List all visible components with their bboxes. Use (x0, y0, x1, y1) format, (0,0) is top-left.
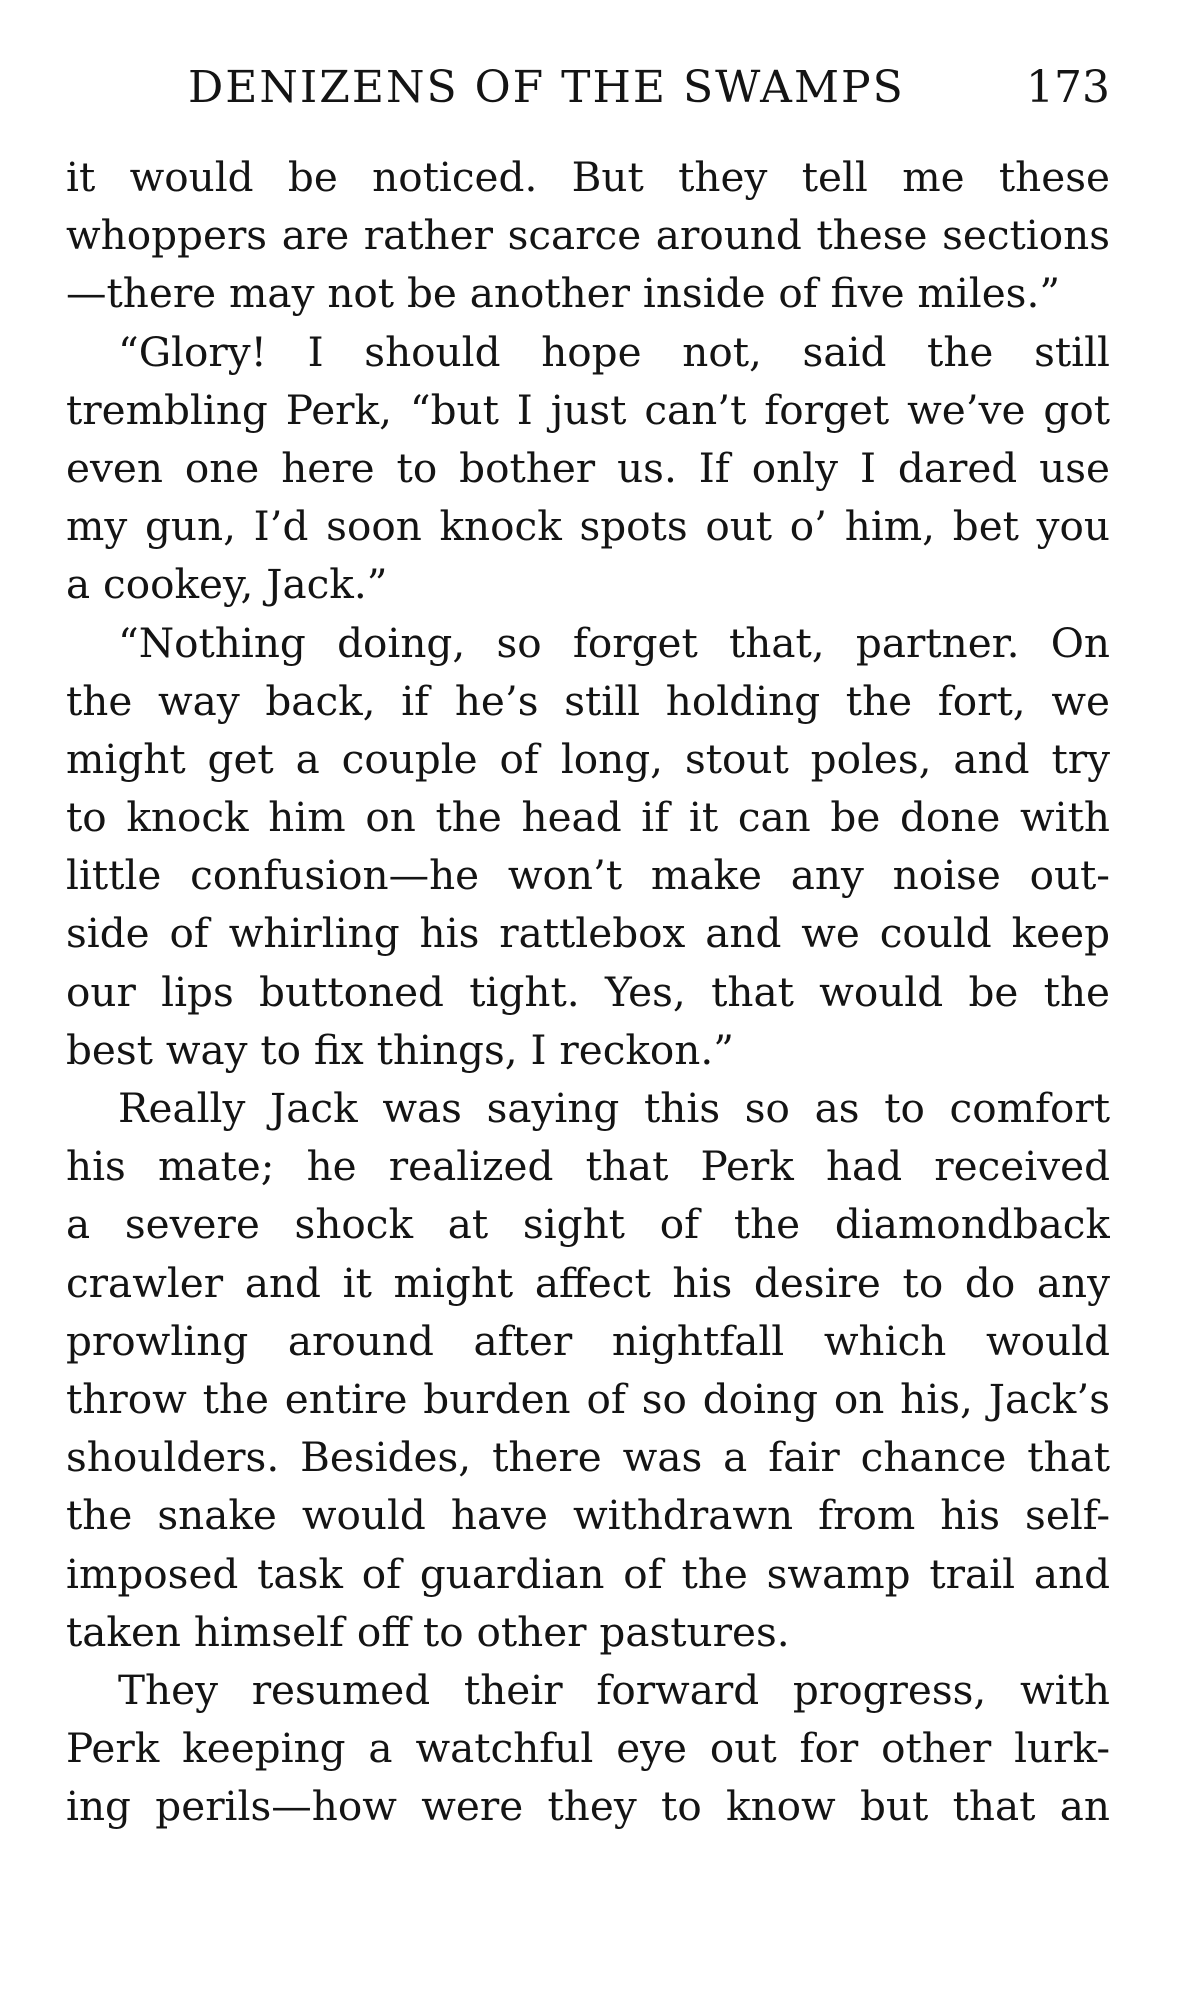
text-line: “Glory! I should hope not, said the still (118, 327, 1110, 376)
text-line: side of whirling his rattlebox and we could keep (66, 909, 1110, 958)
text-line: Perk keeping a watchful eye out for other lurk- (66, 1724, 1110, 1773)
text-line: it would be noticed. But they tell me these (66, 153, 1110, 201)
text-line: a cookey, Jack.” (66, 560, 388, 609)
text-line: trembling Perk, “but I just can’t forget we’ve got (66, 385, 1110, 434)
text-line: “Nothing doing, so forget that, partner. On (118, 618, 1110, 667)
text-line: imposed task of guardian of the swamp trail and (66, 1549, 1110, 1598)
text-line: little confusion—he won’t make any noise out- (66, 851, 1110, 900)
text-line: ing perils—how were they to know but that an (66, 1782, 1110, 1831)
running-head: DENIZENS OF THE SWAMPS (188, 62, 905, 113)
text-line: our lips buttoned tight. Yes, that would be the (66, 967, 1110, 1016)
text-line: —there may not be another inside of five miles.” (66, 269, 1061, 318)
text-line: prowling around after nightfall which would (66, 1316, 1110, 1365)
text-line: taken himself off to other pastures. (66, 1607, 790, 1656)
text-line: to knock him on the head if it can be done with (66, 793, 1110, 842)
text-line: best way to fix things, I reckon.” (66, 1025, 734, 1074)
text-line: crawler and it might affect his desire to do any (66, 1258, 1110, 1307)
text-line: whoppers are rather scarce around these sections (66, 211, 1110, 260)
text-line: might get a couple of long, stout poles, and try (66, 734, 1110, 783)
text-line: throw the entire burden of so doing on his, Jack’s (66, 1374, 1110, 1423)
text-line: the snake would have withdrawn from his self- (66, 1491, 1110, 1540)
text-line: shoulders. Besides, there was a fair chance that (66, 1433, 1110, 1482)
page-number: 173 (1026, 62, 1110, 113)
text-line: my gun, I’d soon knock spots out o’ him, bet you (66, 502, 1110, 551)
text-line: They resumed their forward progress, with (118, 1665, 1110, 1714)
text-line: a severe shock at sight of the diamondback (66, 1200, 1110, 1249)
text-line: the way back, if he’s still holding the fort, we (66, 676, 1110, 725)
page-header (188, 58, 1110, 118)
text-line: Really Jack was saying this so as to comfort (118, 1084, 1110, 1132)
text-line: even one here to bother us. If only I dared use (66, 443, 1110, 492)
text-line: his mate; he realized that Perk had received (66, 1142, 1110, 1191)
body-text (66, 148, 1110, 1835)
